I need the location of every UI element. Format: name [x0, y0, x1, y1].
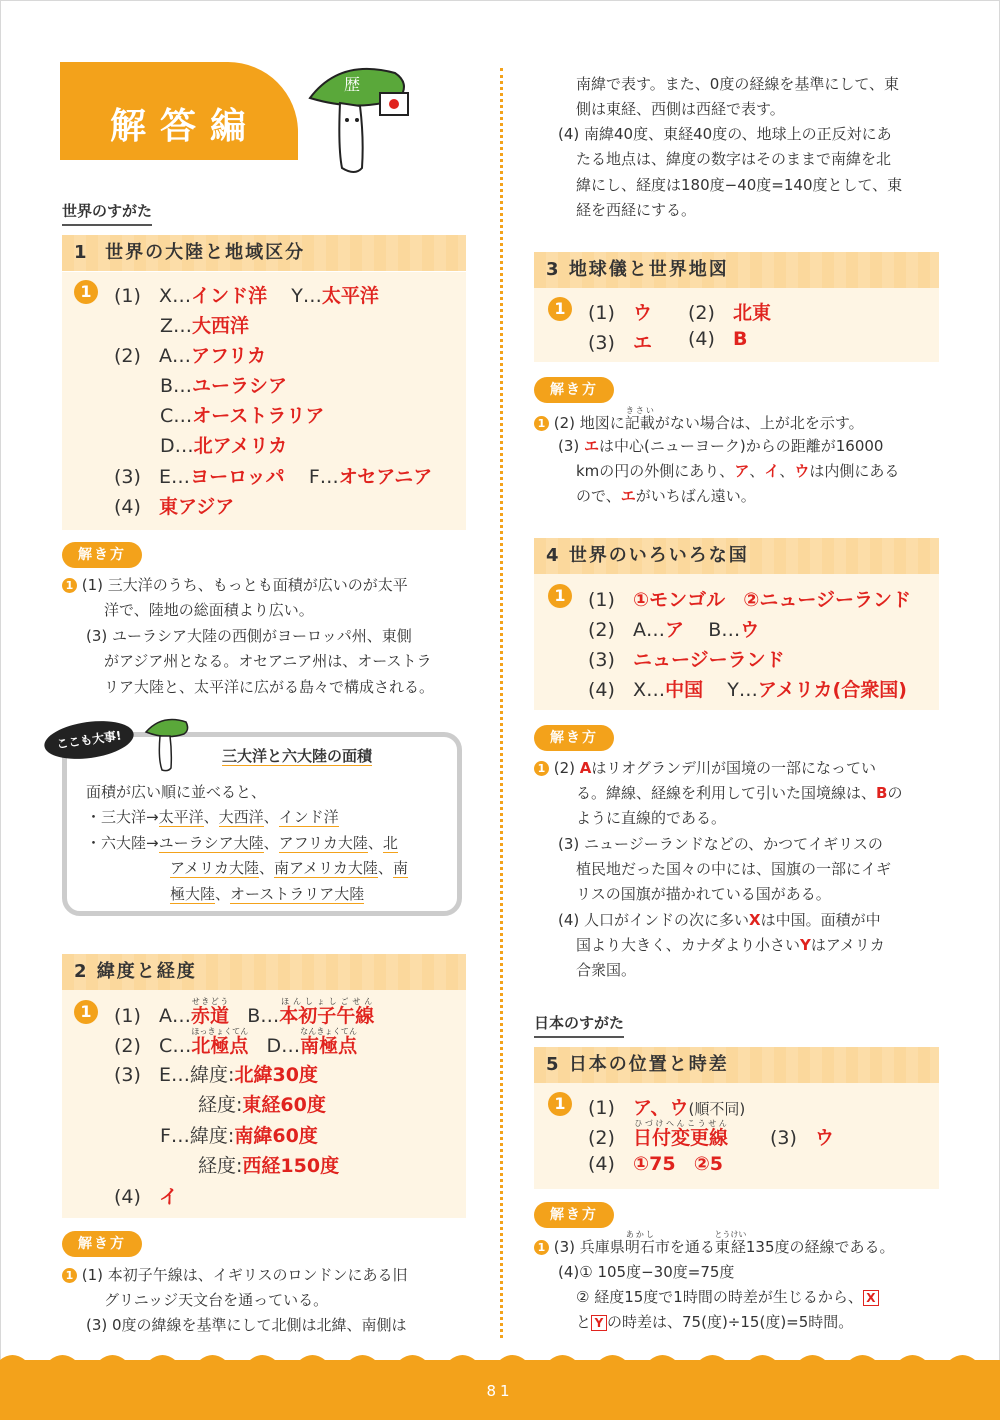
- s5-a1: (1): [588, 1097, 615, 1119]
- s3-exp1a: (2) 地図に: [553, 414, 625, 432]
- s4-exp6: リスの国旗が描かれている国がある。: [576, 885, 831, 903]
- s2-c: C…: [159, 1035, 192, 1057]
- s2-b-rt: ほんしょしごせん: [279, 997, 375, 1006]
- s3-exp3e: 、: [779, 462, 795, 480]
- note-l4e: 南: [392, 859, 408, 877]
- note-l2e: 、: [263, 808, 279, 826]
- s4-a: A…: [633, 619, 666, 641]
- s4-num: 4: [546, 545, 561, 566]
- s4-exp7a: (4) 人口がインドの次に多い: [558, 911, 750, 929]
- s3-exp4b: エ: [620, 487, 636, 505]
- s4-exp3: ように直線的である。: [576, 809, 727, 827]
- s3-exp1rt: きさい: [624, 406, 655, 415]
- s5-a3-ans: ウ: [815, 1127, 835, 1149]
- s2-a-ans: 赤道: [191, 1005, 230, 1027]
- s3-a2-ans: 北東: [733, 302, 772, 324]
- s2-f-k: 経度:: [198, 1155, 243, 1177]
- s2-exp2: グリニッジ天文台を通っている。: [104, 1291, 329, 1309]
- s3-a3: (3): [588, 332, 615, 354]
- s1-a: A…: [159, 345, 192, 367]
- section-3-title: 地球儀と世界地図: [568, 259, 729, 280]
- explain-tag-2: 解き方: [62, 1231, 142, 1257]
- s4-a3: (3): [588, 649, 615, 671]
- s2-exp8: 緯にし、経度は180度−40度=140度として、東: [576, 176, 903, 194]
- s5-a2-rt: ひづけへんこうせん: [633, 1119, 729, 1128]
- s5-exp1a: (3) 兵庫県: [553, 1238, 625, 1256]
- s4-a2: (2): [588, 619, 615, 641]
- s5-exp1rt2: とうけい: [714, 1230, 747, 1239]
- s4-x-ans: 中国: [665, 679, 704, 701]
- note-l2a: ・三大洋→: [86, 808, 159, 826]
- s2-e: E…緯度:: [159, 1064, 235, 1086]
- note-l4d: 、: [377, 859, 393, 877]
- s4-x: X…: [633, 679, 666, 701]
- s2-d-rt: なんきょくてん: [300, 1027, 358, 1036]
- s5-exp1b: 明石: [624, 1238, 655, 1256]
- s3-exp3d: イ: [764, 462, 780, 480]
- note-l5c: オーストラリア大陸: [230, 885, 365, 903]
- s5-a4-a: ①75: [633, 1153, 676, 1175]
- section-5-header: [534, 1047, 939, 1083]
- note-l3d: アフリカ大陸: [278, 834, 368, 852]
- s1-exp2: 洋で、陸地の総面積より広い。: [104, 601, 314, 619]
- s5-exp1d: 東経: [714, 1238, 747, 1256]
- s5-exp1e: 135度の経線である。: [745, 1238, 895, 1256]
- s2-a2: (2): [114, 1035, 141, 1057]
- s3-exp3f: ウ: [794, 462, 810, 480]
- s4-y: Y…: [727, 679, 758, 701]
- s4-a4: (4): [588, 679, 615, 701]
- s2-c-rt: ほっきょくてん: [191, 1027, 249, 1036]
- s5-a2-ans: 日付変更線: [633, 1127, 729, 1149]
- note-l4c: 南アメリカ大陸: [273, 859, 378, 877]
- s2-exp1: (1) 本初子午線は、イギリスのロンドンにある旧: [81, 1266, 408, 1284]
- s1-x-ans: インド洋: [191, 285, 268, 307]
- s1-a1: (1): [114, 285, 141, 307]
- note-l5a: 極大陸: [170, 885, 216, 903]
- s2-exp5: 側は東経、西側は西経で表す。: [576, 100, 785, 118]
- explain-tag-3: 解き方: [534, 377, 614, 403]
- note-l2b: 太平洋: [158, 808, 204, 826]
- s4-exp2c: の: [887, 784, 903, 802]
- s4-a1-b: ②ニュージーランド: [743, 589, 911, 611]
- section-2-header: [62, 954, 466, 990]
- s2-b-ans: 本初子午線: [279, 1005, 375, 1027]
- s5-a1-ans: ア、ウ: [633, 1097, 689, 1119]
- s4-exp4: (3) ニュージーランドなどの、かつてイギリスの: [558, 835, 883, 853]
- section-4-title: 世界のいろいろな国: [568, 545, 749, 566]
- s5-num: 5: [546, 1054, 561, 1075]
- s4-exp8a: 国より大きく、カナダより小さい: [576, 936, 800, 954]
- s1-exp1: (1) 三大洋のうち、もっとも面積が広いのが太平: [81, 576, 408, 594]
- s1-c-ans: オーストラリア: [192, 405, 325, 427]
- s4-a3-ans: ニュージーランド: [633, 649, 785, 671]
- s4-a1-a: ①モンゴル: [633, 589, 726, 611]
- s1-x: X…: [159, 285, 192, 307]
- s1-d-ans: 北アメリカ: [193, 435, 288, 457]
- section-2-title: 緯度と経度: [96, 961, 197, 982]
- s3-exp4a: ので、: [576, 487, 621, 505]
- s1-z: Z…: [160, 315, 193, 337]
- note-l2f: インド洋: [278, 808, 339, 826]
- s5-a2: (2): [588, 1127, 615, 1149]
- s2-c-ans: 北極点: [191, 1035, 249, 1057]
- s5-a4: (4): [588, 1153, 615, 1175]
- subhead-japan: 日本のすがた: [534, 1012, 624, 1038]
- s2-e-k: 経度:: [198, 1094, 243, 1116]
- s5-a4-b: ②5: [693, 1153, 724, 1175]
- section-5-title: 日本の位置と時差: [568, 1054, 729, 1075]
- note-l5b: 、: [215, 885, 231, 903]
- s3-exp1b: 記載: [624, 414, 655, 432]
- s3-a1: (1): [588, 302, 615, 324]
- s2-exp7: たる地点は、緯度の数字はそのままで南緯を北: [576, 150, 892, 168]
- s3-exp3c: 、: [749, 462, 765, 480]
- section-1-number: 1: [74, 242, 89, 263]
- note-l4b: 、: [258, 859, 274, 877]
- mascot-illustration: [300, 58, 420, 188]
- section-3-header: [534, 252, 939, 288]
- note-title: 三大洋と六大陸の面積: [222, 747, 373, 765]
- mascot-small-illustration: [142, 714, 192, 774]
- s2-b: B…: [247, 1005, 280, 1027]
- s1-d: D…: [160, 435, 194, 457]
- s4-exp1a: (2): [553, 759, 580, 777]
- s3-exp3a: kmの円の外側にあり、: [576, 462, 735, 480]
- s2-a: A…: [159, 1005, 192, 1027]
- subhead-world: 世界のすがた: [62, 200, 152, 226]
- s5-exp3b: X: [863, 1290, 879, 1306]
- s4-b: B…: [708, 619, 741, 641]
- s1-e-ans: ヨーロッパ: [190, 466, 285, 488]
- s2-a4-ans: イ: [159, 1186, 179, 1208]
- explain-tag-1: 解き方: [62, 542, 142, 568]
- s1-e: E…: [159, 466, 191, 488]
- note-l2d: 大西洋: [218, 808, 264, 826]
- section-4-header: [534, 538, 939, 574]
- s1-exp3: (3) ユーラシア大陸の西側がヨーロッパ州、東側: [86, 627, 412, 645]
- s3-exp3g: は内側にある: [809, 462, 900, 480]
- explain-tag-4: 解き方: [534, 725, 614, 751]
- s4-y-ans: アメリカ(合衆国): [757, 679, 907, 701]
- s4-a-ans: ア: [665, 619, 685, 641]
- important-badge: ここも大事!: [42, 716, 136, 764]
- note-l3b: ユーラシア大陸: [158, 834, 264, 852]
- s4-a1: (1): [588, 589, 615, 611]
- s2-a3: (3): [114, 1064, 141, 1086]
- s2-f1: 南緯60度: [234, 1125, 318, 1147]
- s2-a4: (4): [114, 1186, 141, 1208]
- s5-exp4b: Y: [591, 1315, 607, 1331]
- s1-a-ans: アフリカ: [191, 345, 267, 367]
- s3-exp1c: がない場合は、上が北を示す。: [654, 414, 864, 432]
- note-l3c: 、: [263, 834, 279, 852]
- note-l3a: ・六大陸→: [86, 834, 159, 852]
- s2-num: 2: [74, 961, 89, 982]
- s2-d: D…: [266, 1035, 301, 1057]
- s5-exp2: (4)① 105度−30度=75度: [558, 1263, 735, 1281]
- s4-b-ans: ウ: [740, 619, 760, 641]
- section-1-header: [62, 235, 466, 271]
- page-title: 解答編: [110, 106, 261, 147]
- s3-exp3b: ア: [734, 462, 750, 480]
- s1-exp5: リア大陸と、太平洋に広がる島々で構成される。: [104, 678, 435, 696]
- s2-d-ans: 南極点: [300, 1035, 358, 1057]
- note-l1: 面積が広い順に並べると、: [86, 783, 267, 801]
- s2-e2: 東経60度: [242, 1094, 326, 1116]
- s3-exp2a: (3): [558, 437, 585, 455]
- note-l2c: 、: [203, 808, 219, 826]
- s1-a4: (4): [114, 496, 141, 518]
- s5-exp3a: ② 経度15度で1時間の時差が生じるから、: [576, 1288, 863, 1306]
- s4-exp1c: はリオグランデ川が国境の一部になってい: [591, 759, 876, 777]
- s5-exp1rt: あかし: [624, 1230, 655, 1239]
- question-1-bullet: 1: [74, 280, 98, 304]
- s4-exp8b: Y: [799, 936, 811, 954]
- s5-a1-note: (順不同): [688, 1100, 746, 1118]
- s1-f-ans: オセアニア: [338, 466, 433, 488]
- s3-a3-ans: エ: [633, 332, 653, 354]
- s1-f: F…: [308, 466, 339, 488]
- s2-a-rt: せきどう: [191, 997, 230, 1006]
- s4-exp8c: はアメリカ: [810, 936, 885, 954]
- s3-num: 3: [546, 259, 561, 280]
- note-l3f: 北: [382, 834, 398, 852]
- s1-y: Y…: [291, 285, 322, 307]
- s4-exp2a: る。緯線、経線を利用して引いた国境線は、: [576, 784, 877, 802]
- s4-exp7c: は中国。面積が中: [760, 911, 881, 929]
- explain-tag-5: 解き方: [534, 1202, 614, 1228]
- mascot-hat-label: 歴: [344, 75, 361, 94]
- s1-a3: (3): [114, 466, 141, 488]
- s4-exp2b: B: [876, 784, 888, 802]
- s4-exp1b: A: [579, 759, 592, 777]
- section-1-title: 世界の大陸と地域区分: [105, 242, 306, 263]
- s1-exp4: がアジア州となる。オセアニア州は、オーストラ: [104, 652, 432, 670]
- s3-exp4c: がいちばん遠い。: [635, 487, 756, 505]
- s5-a3: (3): [770, 1127, 797, 1149]
- s2-exp6: (4) 南緯40度、東経40度の、地球上の正反対にあ: [558, 125, 892, 143]
- column-divider: [500, 68, 503, 1338]
- s1-a4-ans: 東アジア: [159, 496, 235, 518]
- s3-a4-ans: B: [733, 328, 748, 350]
- s2-f2: 西経150度: [242, 1155, 340, 1177]
- note-l4a: アメリカ大陸: [170, 859, 259, 877]
- s3-exp2c: は中心(ニューヨーク)からの距離が16000: [599, 437, 884, 455]
- s2-exp3: (3) 0度の緯線を基準にして北側は北緯、南側は: [86, 1316, 407, 1334]
- s2-f: F…緯度:: [160, 1125, 235, 1147]
- s1-z-ans: 大西洋: [192, 315, 250, 337]
- s2-exp9: 経を西経にする。: [576, 201, 697, 219]
- s4-exp5: 植民地だった国々の中には、国旗の一部にイギ: [576, 860, 892, 878]
- s1-y-ans: 太平洋: [321, 285, 379, 307]
- s2-exp4: 南緯で表す。また、0度の経線を基準にして、東: [576, 75, 900, 93]
- s3-a1-ans: ウ: [633, 302, 653, 324]
- s3-a2: (2): [688, 302, 715, 324]
- s1-c: C…: [160, 405, 193, 427]
- s5-exp4c: の時差は、75(度)÷15(度)=5時間。: [607, 1313, 854, 1331]
- note-l3e: 、: [367, 834, 383, 852]
- page-number: 81: [486, 1382, 514, 1400]
- s4-exp7b: X: [749, 911, 761, 929]
- s1-b-ans: ユーラシア: [192, 375, 288, 397]
- s5-exp4a: と: [576, 1313, 592, 1331]
- s1-a2: (2): [114, 345, 141, 367]
- s2-e1: 北緯30度: [234, 1064, 318, 1086]
- s3-exp2b: エ: [584, 437, 600, 455]
- s4-exp9: 合衆国。: [576, 961, 637, 979]
- s3-a4: (4): [688, 328, 715, 350]
- s5-exp1c: 市を通る: [654, 1238, 715, 1256]
- s1-b: B…: [160, 375, 193, 397]
- s2-a1: (1): [114, 1005, 141, 1027]
